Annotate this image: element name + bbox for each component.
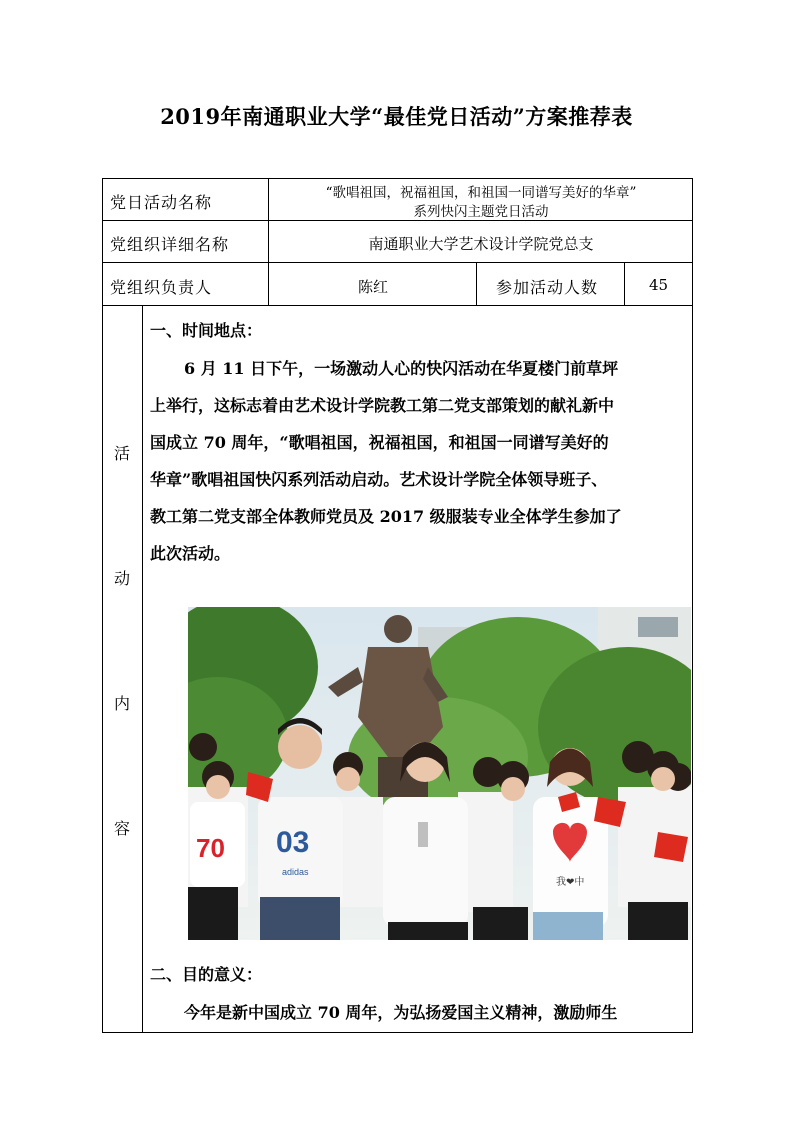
page-title: 2019年南通职业大学“最佳党日活动”方案推荐表 [160,104,633,129]
shirt-number-text: 03 [276,826,310,859]
paragraph-line: 今年是新中国成立 70 周年，为弘扬爱国主义精神，激励师生 [184,1003,618,1022]
col-divider [268,178,269,305]
side-label-char: 容 [113,819,130,838]
section-body-time-place [150,350,686,572]
section-body-purpose [150,994,686,1031]
leader-label: 党组织负责人 [110,278,213,297]
paragraph-line: 6 月 11 日下午，一场激动人心的快闪活动在华夏楼门前草坪 [184,359,619,378]
col-divider [142,305,143,1033]
paragraph-line: 此次活动。 [150,544,231,563]
col-divider [476,262,477,305]
shirt-heart-text: 我❤中 [556,877,585,888]
paragraph-line: 上举行，这标志着由艺术设计学院教工第二党支部策划的献礼新中 [150,396,615,415]
paragraph-line: 华章”歌唱祖国快闪系列活动启动。艺术设计学院全体领导班子、 [150,470,608,489]
activity-name-label: 党日活动名称 [110,193,213,212]
section-heading-purpose: 二、目的意义： [150,965,263,984]
participant-count-value: 45 [648,276,669,294]
section-heading-time-place: 一、时间地点： [150,321,263,340]
side-label-char: 活 [113,444,130,463]
paragraph-line: 国成立 70 周年，“歌唱祖国，祝福祖国，和祖国一同谱写美好的 [150,433,609,452]
org-name-value: 南通职业大学艺术设计学院党总支 [368,235,594,253]
leader-value: 陈红 [357,278,388,296]
activity-name-value-line1: “歌唱祖国，祝福祖国，和祖国一同谱写美好的华章” [325,185,637,201]
participant-count-label: 参加活动人数 [496,278,599,297]
paragraph-line: 教工第二党支部全体教师党员及 2017 级服装专业全体学生参加了 [150,507,622,526]
row-divider [102,220,693,221]
shirt-70-text: 70 [196,833,225,863]
row-divider [102,305,693,306]
activity-name-value-line2: 系列快闪主题党日活动 [413,204,549,220]
activity-photo [188,607,691,940]
org-name-label: 党组织详细名称 [110,235,230,254]
shirt-brand-text: adidas [282,867,309,877]
side-label-char: 内 [113,694,130,713]
side-label-char: 动 [113,569,130,588]
row-divider [102,262,693,263]
